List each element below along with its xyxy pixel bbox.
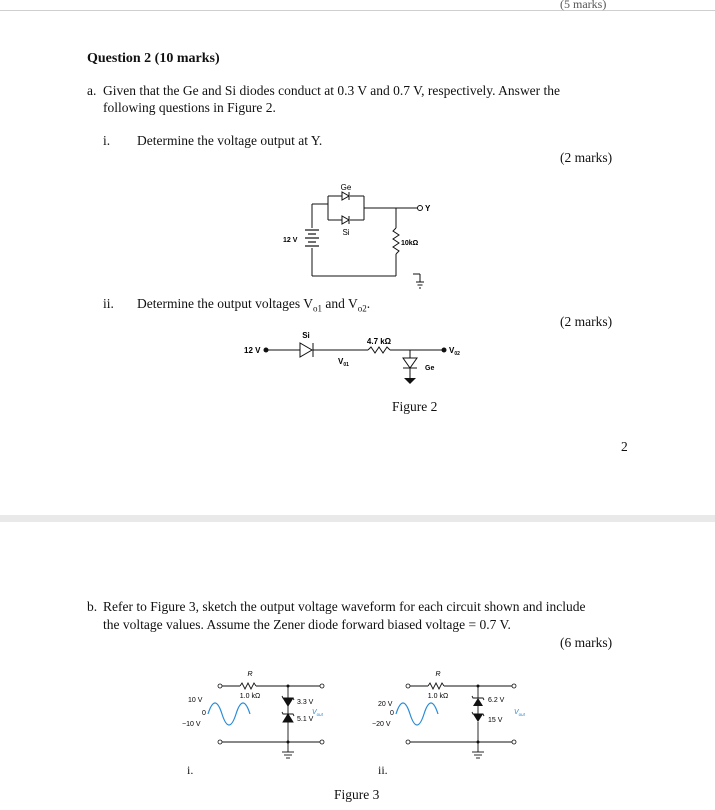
zener-3v3: 3.3 V <box>297 699 314 706</box>
part-a-i-marks: (2 marks) <box>560 150 613 165</box>
ge-diode-label: Ge <box>425 365 435 372</box>
r-letter-ii: R <box>435 671 441 678</box>
vpos-i: 10 V <box>188 697 203 704</box>
vout-label-ii: $V_{out}$ <box>514 709 525 717</box>
part-a-line1: Given that the Ge and Si diodes conduct at 0.3 V and 0.7 V, respectively. Answer the <box>103 83 561 98</box>
ge-label: Ge <box>340 183 352 192</box>
part-a-line2: following questions in Figure 2. <box>103 100 276 115</box>
figure3-circuit-ii <box>364 662 534 766</box>
resistor-label: 10kΩ <box>401 240 419 247</box>
vpos-ii: 20 V <box>378 701 393 708</box>
figure3-circuit-i <box>176 662 336 766</box>
figure2-circuit2 <box>240 326 490 388</box>
source-label: 12 V <box>283 237 298 244</box>
zener-5v1: 5.1 V <box>297 716 314 723</box>
part-a-i-text: Determine the voltage output at Y. <box>137 133 323 148</box>
circuit-i-label: i. <box>187 763 194 777</box>
page-top-rule <box>0 10 715 11</box>
part-a-ii-number: ii. <box>103 296 114 311</box>
vout-label-i: $V_{out}$ <box>312 709 323 717</box>
zero-ii: 0 <box>390 710 394 717</box>
part-a-ii-text: Determine the output voltages $V_{o1}$ and $V_{o2}$. <box>137 296 371 314</box>
r-letter-i: R <box>247 671 253 678</box>
zener-6v2: 6.2 V <box>488 697 505 704</box>
resistor-4k7-label: 4.7 kΩ <box>366 337 392 346</box>
source-12v-label: 12 V <box>244 346 261 355</box>
zero-i: 0 <box>202 710 206 717</box>
vo2-label: $V_{02}$ <box>449 346 460 357</box>
zener-15v: 15 V <box>488 717 503 724</box>
question-title: Question 2 (10 marks) <box>87 51 220 66</box>
vneg-ii: −20 V <box>372 721 391 728</box>
circuit-ii-label: ii. <box>378 763 388 777</box>
document-page-2 <box>0 522 715 810</box>
si-label: Si <box>342 228 350 237</box>
part-a-label: a. <box>87 83 97 98</box>
r-value-ii: 1.0 kΩ <box>427 693 449 700</box>
part-b-line1: Refer to Figure 3, sketch the output voltage waveform for each circuit shown and include <box>103 599 586 614</box>
figure2-circuit1 <box>270 178 450 298</box>
part-b-marks: (6 marks) <box>560 635 613 650</box>
output-y-label: Y <box>425 204 431 213</box>
vneg-i: −10 V <box>182 721 201 728</box>
part-a-i-number: i. <box>103 133 111 148</box>
r-value-i: 1.0 kΩ <box>239 693 261 700</box>
part-b-label: b. <box>87 599 98 614</box>
si-diode-label: Si <box>302 331 310 340</box>
page-number: 2 <box>621 439 628 454</box>
vo1-label: $V_{01}$ <box>338 357 349 368</box>
header-fragment: (5 marks) <box>560 0 607 11</box>
part-b-line2: the voltage values. Assume the Zener diode forward biased voltage = 0.7 V. <box>103 617 511 632</box>
figure2-caption: Figure 2 <box>392 399 438 414</box>
figure3-caption: Figure 3 <box>334 787 380 802</box>
part-a-ii-marks: (2 marks) <box>560 314 613 329</box>
